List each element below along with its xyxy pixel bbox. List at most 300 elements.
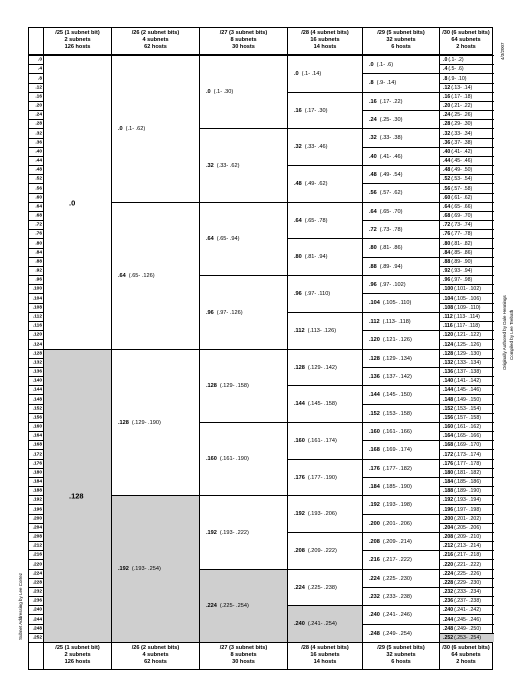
- subnet-range: (.1- .30): [213, 89, 234, 95]
- subnet-network: .88: [369, 263, 377, 270]
- subnet-range: (.49- .50): [451, 167, 473, 173]
- index-cell: [29, 367, 43, 376]
- subnet-cell: [439, 321, 494, 330]
- subnet-network: .136: [443, 369, 454, 375]
- index-label: .148: [32, 397, 42, 402]
- subnet-cell: [111, 202, 199, 349]
- subnet-range: (.201- .206): [382, 520, 412, 527]
- subnet-network: .232: [369, 593, 380, 600]
- subnet-range: (.33- .38): [379, 135, 403, 141]
- index-cell: [29, 183, 43, 193]
- header-text: 8 subnets: [230, 37, 257, 43]
- subnet-cell: [439, 459, 494, 468]
- subnet-cell: [439, 92, 494, 101]
- subnet-cell: [199, 275, 287, 349]
- subnet-range: (.177- .178): [454, 461, 481, 467]
- subnet-network: .216: [443, 552, 454, 558]
- index-label: .216: [32, 552, 42, 558]
- subnet-range: (.69- .70): [451, 213, 473, 219]
- subnet-network: .56: [369, 190, 377, 196]
- index-label: .232: [32, 589, 42, 595]
- footer-row: [28, 642, 493, 670]
- index-cell: [29, 614, 43, 624]
- index-label: .220: [32, 562, 42, 567]
- index-cell: [29, 523, 43, 532]
- index-cell: [29, 385, 43, 394]
- subnet-network: .176: [294, 474, 305, 481]
- subnet-cell: [439, 110, 494, 119]
- subnet-range: (.253- .254): [454, 635, 481, 641]
- subnet-cell: [439, 578, 494, 587]
- header-cell-col30: [439, 28, 492, 54]
- subnet-range: (.61- .62): [451, 195, 473, 201]
- subnet-network: .172: [443, 451, 454, 458]
- subnet-network: .72: [443, 222, 451, 228]
- subnet-range: (.45- .46): [451, 158, 473, 164]
- index-cell: [29, 587, 43, 596]
- subnet-cell: [439, 449, 494, 459]
- index-cell: [29, 257, 43, 266]
- subnet-network: .164: [443, 433, 454, 439]
- subnet-range: (.9- .14): [376, 80, 397, 86]
- subnet-range: (.129- .190): [131, 419, 161, 426]
- subnet-network: .252: [443, 635, 454, 641]
- header-text: /25 (1 subnet bit): [55, 30, 100, 36]
- index-cell: [29, 275, 43, 284]
- subnet-range: (.57- .62): [379, 190, 403, 196]
- footer-text: 126 hosts: [64, 659, 91, 665]
- footer-text: 32 subnets: [386, 652, 416, 658]
- index-label: .176: [32, 461, 42, 467]
- subnet-cell: [362, 495, 439, 514]
- subnet-cell: [439, 376, 494, 385]
- index-label: .192: [32, 497, 42, 503]
- subnet-network: .8: [443, 75, 448, 82]
- subnet-range: (.81- .86): [379, 245, 403, 251]
- subnet-cell: [199, 55, 287, 128]
- index-label: .16: [35, 94, 42, 100]
- header-cell-col27: [199, 28, 287, 54]
- subnet-cell: [439, 614, 494, 624]
- header-text: /26 (2 subnet bits): [131, 30, 180, 36]
- subnet-range: (.1- .2): [448, 57, 464, 63]
- index-cell: [29, 165, 43, 174]
- header-cell-col26: [111, 28, 199, 54]
- subnet-network: .96: [206, 309, 214, 316]
- index-cell: [29, 413, 43, 422]
- index-label: .244: [32, 617, 42, 622]
- author-note: Originally Authored by Dale Hennings: [502, 295, 507, 370]
- subnet-cell: [362, 385, 439, 404]
- subnet-network: .132: [443, 360, 454, 366]
- subnet-network: .196: [443, 506, 454, 513]
- subnet-cell: [287, 532, 362, 569]
- subnet-range: (.161- .162): [454, 424, 481, 430]
- subnet-cell: [439, 101, 494, 110]
- subnet-network: .208: [443, 534, 454, 540]
- subnet-cell: [362, 183, 439, 202]
- index-cell: [29, 569, 43, 578]
- subnet-cell: [439, 147, 494, 156]
- subnet-cell: [439, 174, 494, 183]
- subnet-range: (.33- .62): [216, 162, 240, 169]
- subnet-cell: [439, 385, 494, 394]
- footer-text: 2 hosts: [456, 659, 476, 665]
- subnet-range: (.97- .102): [379, 281, 406, 288]
- footer-cell-col25: [43, 643, 111, 669]
- subnet-cell: [362, 92, 439, 110]
- subnet-network: .248: [369, 630, 380, 637]
- subnet-cell: [439, 339, 494, 349]
- subnet-cell: [439, 193, 494, 202]
- index-label: .24: [35, 112, 42, 118]
- subnet-network: .160: [294, 438, 305, 444]
- subnet-range: (.53- .54): [451, 176, 473, 182]
- subnet-range: (.117- .118): [453, 323, 480, 329]
- subnet-network: .152: [369, 410, 380, 417]
- subnet-network: .16: [369, 98, 377, 105]
- subnet-cell: [362, 404, 439, 422]
- subnet-range: (.209- .214): [382, 538, 412, 545]
- column-col30: [439, 55, 494, 642]
- footer-cell-col26: [111, 643, 199, 669]
- subnet-network: .8: [369, 80, 374, 86]
- subnet-range: (.221- .222): [454, 561, 481, 568]
- index-label: .228: [32, 580, 42, 586]
- subnet-network: .128: [369, 355, 380, 362]
- subnet-cell: [439, 514, 494, 523]
- subnet-range: (.113- .114): [453, 314, 480, 320]
- subnet-chart: [28, 27, 493, 675]
- subnet-network: .144: [294, 401, 305, 407]
- index-label: .164: [32, 433, 42, 439]
- subnet-network: .48: [294, 181, 302, 187]
- subnet-range: (.137- .138): [454, 369, 481, 375]
- subnet-range: (.125- .126): [454, 341, 481, 348]
- index-label: .252: [32, 635, 42, 641]
- subnet-range: (.121- .122): [454, 332, 481, 338]
- index-label: .112: [32, 314, 42, 320]
- index-label: .240: [32, 607, 42, 613]
- footer-text: 4 subnets: [142, 652, 169, 658]
- subnet-cell: [439, 128, 494, 138]
- index-cell: [29, 376, 43, 385]
- subnet-range: (.193- .198): [382, 502, 412, 508]
- subnet-range: (.89- .90): [451, 259, 473, 265]
- subnet-network: .112: [369, 318, 380, 325]
- subnet-cell: [439, 358, 494, 367]
- subnet-range: (.49- .62): [304, 181, 328, 187]
- index-cell: [29, 532, 43, 541]
- subnet-network: .32: [443, 130, 451, 137]
- subnet-cell: [439, 541, 494, 550]
- subnet-network: .104: [443, 295, 454, 302]
- index-cell: [29, 495, 43, 504]
- index-cell: [29, 449, 43, 459]
- index-cell: [29, 211, 43, 220]
- subnet-cell: [362, 110, 439, 128]
- subnet-cell: [439, 275, 494, 284]
- subnet-cell: [287, 202, 362, 238]
- subnet-range: (.241- .242): [454, 607, 481, 613]
- subnet-range: (.33- .34): [451, 130, 473, 137]
- subnet-cell: [287, 385, 362, 422]
- subnet-network: .144: [443, 387, 454, 393]
- subnet-range: (.193- .206): [307, 511, 337, 517]
- subnet-network: .84: [443, 250, 451, 256]
- index-cell: [29, 477, 43, 486]
- subnet-cell: [439, 266, 494, 275]
- subnet-network: .76: [443, 231, 451, 237]
- index-label: .212: [32, 543, 42, 549]
- index-cell: [29, 312, 43, 321]
- index-cell: [29, 293, 43, 303]
- subnet-cell: [439, 330, 494, 339]
- subnet-range: (.141- .142): [454, 378, 481, 384]
- index-label: .76: [35, 231, 42, 237]
- subnet-network: .192: [294, 511, 305, 517]
- subnet-cell: [439, 633, 494, 642]
- subnet-network: .176: [443, 461, 454, 467]
- subnet-cell: [439, 257, 494, 266]
- index-label: .128: [32, 351, 42, 357]
- subnet-network: .0: [206, 89, 211, 95]
- subnet-cell: [439, 64, 494, 73]
- subnet-network: .80: [443, 240, 451, 247]
- subnet-range: (.13- .14): [451, 85, 473, 91]
- index-cell: [29, 330, 43, 339]
- subnet-cell: [199, 202, 287, 275]
- index-label: .224: [32, 571, 42, 577]
- subnet-network: .128: [294, 364, 305, 371]
- subnet-network: .100: [443, 286, 454, 292]
- subnet-network: .68: [443, 213, 451, 219]
- subnet-range: (.77- .78): [451, 231, 473, 237]
- subnet-network: .0: [294, 71, 299, 77]
- subnet-range: (.73- .74): [451, 222, 473, 228]
- index-cell: [29, 101, 43, 110]
- subnet-cell: [362, 275, 439, 293]
- subnet-range: (.17- .18): [451, 94, 473, 100]
- subnet-cell: [43, 349, 111, 642]
- subnet-network: .52: [443, 176, 451, 182]
- subnet-cell: [439, 523, 494, 532]
- subnet-network: .16: [294, 107, 302, 114]
- subnet-network: .28: [443, 121, 451, 127]
- index-label: .52: [35, 176, 42, 182]
- subnet-network: .120: [369, 337, 380, 343]
- subnet-range: (.241- .246): [382, 612, 412, 618]
- subnet-network: .0: [369, 61, 374, 68]
- subnet-network: .128: [443, 351, 454, 357]
- subnet-network: .48: [443, 167, 451, 173]
- subnet-cell: [362, 165, 439, 183]
- subnet-network: .224: [206, 603, 217, 609]
- subnet-network: .4: [443, 66, 448, 72]
- subnet-network: .32: [206, 162, 214, 169]
- subnet-cell: [362, 514, 439, 532]
- subnet-cell: [362, 330, 439, 349]
- subnet-network: .160: [443, 424, 454, 430]
- index-cell: [29, 303, 43, 312]
- subnet-cell: [287, 605, 362, 642]
- subnet-range: (.129- .130): [454, 351, 481, 357]
- subnet-network: .64: [294, 217, 302, 224]
- subnet-cell: [439, 211, 494, 220]
- footer-text: /29 (5 subnet bits): [377, 645, 425, 651]
- subnet-range: (.217- .218): [454, 552, 481, 558]
- subnet-cell: [287, 349, 362, 385]
- subnet-range: (.25- .30): [379, 116, 403, 123]
- header-text: /30 (6 subnet bits): [442, 30, 490, 36]
- subnet-cell: [439, 486, 494, 495]
- subnet-range: (.133- .134): [454, 360, 481, 366]
- subnet-network: .108: [443, 305, 454, 311]
- subnet-network: .44: [443, 158, 451, 164]
- subnet-cell: [362, 202, 439, 220]
- index-label: .88: [35, 259, 42, 265]
- subnet-range: (.113- .126): [307, 328, 337, 334]
- subnet-cell: [439, 504, 494, 514]
- subnet-range: (.105- .110): [382, 300, 412, 306]
- index-cell: [29, 541, 43, 550]
- index-label: .48: [35, 167, 42, 173]
- subnet-cell: [439, 156, 494, 165]
- subnet-cell: [362, 73, 439, 92]
- index-cell: [29, 578, 43, 587]
- subnet-cell: [439, 119, 494, 128]
- index-cell: [29, 422, 43, 431]
- subnet-network: .192: [369, 502, 380, 508]
- subnet-cell: [439, 138, 494, 147]
- index-label: .44: [35, 158, 42, 164]
- index-label: .144: [32, 387, 42, 393]
- subnet-range: (.169- .170): [454, 442, 481, 448]
- index-label: .116: [32, 323, 42, 329]
- index-label: .132: [32, 360, 42, 366]
- subnet-range: (.97- .110): [304, 291, 331, 297]
- footer-text: 62 hosts: [144, 659, 167, 665]
- subnet-network: .128: [69, 491, 84, 501]
- subnet-cell: [199, 569, 287, 642]
- footer-text: 6 hosts: [391, 659, 411, 665]
- subnet-network: .156: [443, 415, 454, 421]
- subnet-range: (.129- .134): [382, 355, 412, 362]
- subnet-cell: [287, 312, 362, 349]
- index-cell: [29, 174, 43, 183]
- index-cell: [29, 55, 43, 64]
- subnet-range: (.241- .254): [307, 621, 337, 627]
- subnet-cell: [362, 128, 439, 147]
- subnet-cell: [287, 275, 362, 312]
- subnet-cell: [199, 495, 287, 569]
- index-label: .168: [32, 442, 42, 448]
- subnet-network: .0: [69, 198, 76, 207]
- subnet-range: (.225- .226): [454, 571, 481, 577]
- index-label: .152: [32, 406, 42, 412]
- index-label: .160: [32, 424, 42, 430]
- subnet-range: (.101- .102): [454, 286, 481, 292]
- index-cell: [29, 138, 43, 147]
- subnet-range: (.29- .30): [451, 121, 473, 127]
- subnet-range: (.81- .82): [451, 240, 473, 247]
- column-col28: [287, 55, 362, 642]
- index-cell: [29, 64, 43, 73]
- subnet-network: .24: [443, 112, 451, 118]
- index-label: .136: [32, 369, 42, 375]
- index-cell: [29, 431, 43, 440]
- subnet-range: (.85- .86): [451, 250, 473, 256]
- column-col29: [362, 55, 439, 642]
- subnet-network: .224: [294, 584, 305, 591]
- subnet-range: (.157- .158): [454, 415, 481, 421]
- index-cell: [29, 559, 43, 569]
- subnet-network: .128: [206, 383, 217, 389]
- subnet-range: (.65- .126): [128, 273, 155, 279]
- subnet-cell: [439, 248, 494, 257]
- subnet-cell: [362, 349, 439, 367]
- subnet-cell: [287, 459, 362, 495]
- subnet-network: .48: [369, 171, 377, 178]
- subnet-cell: [439, 165, 494, 174]
- subnet-cell: [362, 55, 439, 73]
- subnet-cell: [362, 477, 439, 495]
- subnet-cell: [362, 440, 439, 459]
- index-cell: [29, 358, 43, 367]
- subnet-range: (.65- .78): [304, 217, 328, 224]
- subnet-cell: [439, 303, 494, 312]
- subnet-network: .112: [443, 314, 453, 320]
- subnet-network: .124: [443, 341, 454, 348]
- subnet-network: .32: [294, 144, 302, 150]
- subnet-network: .136: [369, 373, 380, 380]
- subnet-range: (.137- .142): [382, 373, 412, 380]
- subnet-cell: [439, 532, 494, 541]
- subnet-network: .16: [443, 94, 451, 100]
- subnet-range: (.181- .182): [454, 470, 481, 476]
- subnet-network: .144: [369, 392, 380, 398]
- footer-text: /28 (4 subnet bits): [301, 645, 349, 651]
- subnet-network: .220: [443, 561, 454, 568]
- subnet-range: (.65- .70): [379, 208, 403, 215]
- subnet-range: (.213- .214): [454, 543, 481, 549]
- subnet-range: (.21- .22): [451, 103, 473, 109]
- subnet-network: .248: [443, 626, 454, 632]
- subnet-network: .192: [206, 529, 217, 536]
- subnet-network: .200: [369, 520, 380, 527]
- index-label: .196: [32, 507, 42, 512]
- subnet-cell: [362, 220, 439, 238]
- footer-cell-col30: [439, 643, 492, 669]
- subnet-cell: [439, 293, 494, 303]
- subnet-range: (.177- .190): [307, 474, 337, 481]
- footer-text: 64 subnets: [451, 652, 481, 658]
- subnet-cell: [362, 147, 439, 165]
- left-margin-note: Subnet Addressing by Lee Cortez: [18, 572, 23, 640]
- subnet-range: (.233- .238): [382, 593, 412, 600]
- index-cell: [29, 440, 43, 449]
- subnet-range: (.25- .26): [451, 112, 473, 118]
- header-text: 2 subnets: [64, 37, 91, 43]
- index-cell: [29, 220, 43, 229]
- subnet-network: .168: [443, 442, 454, 448]
- index-cell: [29, 605, 43, 614]
- subnet-range: (.161- .166): [382, 428, 412, 435]
- subnet-cell: [439, 349, 494, 358]
- header-cell-index: [29, 28, 43, 54]
- subnet-range: (.1- .14): [301, 71, 322, 77]
- subnet-range: (.97- .126): [216, 309, 243, 316]
